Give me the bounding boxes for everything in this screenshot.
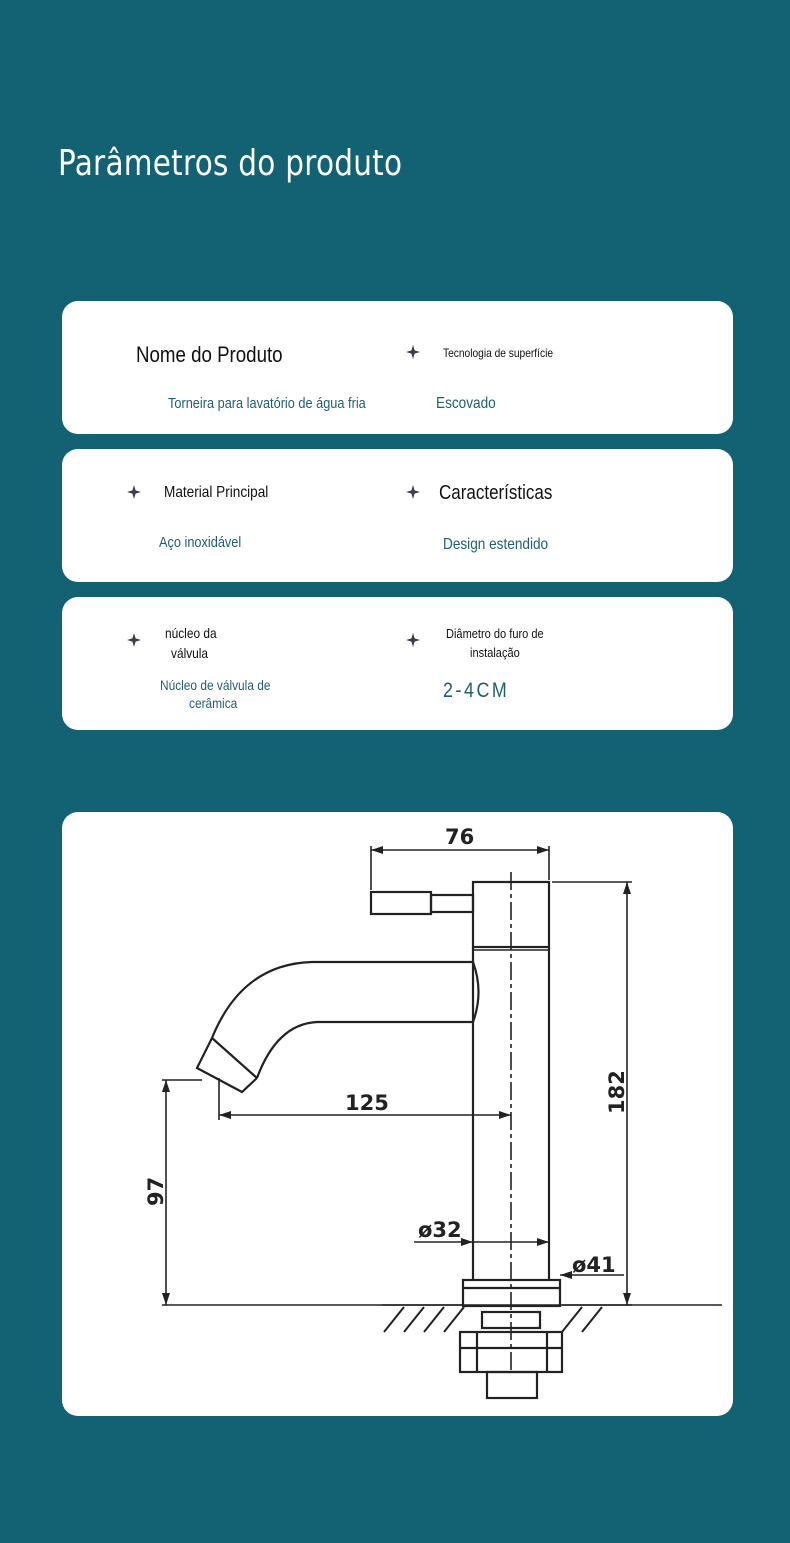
hole-diameter-label-line2: instalação [470, 645, 520, 660]
features-label: Características [439, 482, 553, 504]
star-icon [127, 633, 141, 647]
valve-core-label-line2: válvula [171, 645, 209, 661]
valve-core-label-line1: núcleo da [165, 625, 217, 641]
page-title: Parâmetros do produto [58, 143, 403, 184]
main-material-value: Aço inoxidável [159, 534, 242, 551]
dim-spout-height-97: 97 [144, 1176, 168, 1206]
param-card-1 [62, 301, 733, 434]
product-name-label: Nome do Produto [136, 342, 283, 367]
features-value: Design estendido [443, 536, 549, 553]
product-name-value: Torneira para lavatório de água fria [168, 395, 366, 412]
star-icon [406, 345, 420, 359]
param-card-2 [62, 449, 733, 582]
surface-tech-value: Escovado [436, 395, 496, 412]
star-icon [127, 485, 141, 499]
dim-base-diameter: ø41 [572, 1253, 616, 1277]
star-icon [406, 633, 420, 647]
surface-tech-label: Tecnologia de superfície [443, 346, 554, 360]
technical-drawing-card [62, 812, 733, 1416]
faucet-dimension-drawing [62, 812, 733, 1416]
dim-height-182: 182 [605, 1070, 629, 1114]
valve-core-value-line2: cerâmica [189, 695, 238, 711]
dim-width-76: 76 [445, 825, 475, 849]
param-card-3 [62, 597, 733, 730]
hole-diameter-value: 2-4CM [443, 679, 510, 702]
dim-reach-125: 125 [345, 1091, 389, 1115]
hole-diameter-label-line1: Diâmetro do furo de [446, 626, 544, 641]
star-icon [406, 485, 420, 499]
valve-core-value-line1: Núcleo de válvula de [160, 677, 271, 693]
main-material-label: Material Principal [164, 484, 269, 501]
dim-body-diameter: ø32 [418, 1218, 462, 1242]
